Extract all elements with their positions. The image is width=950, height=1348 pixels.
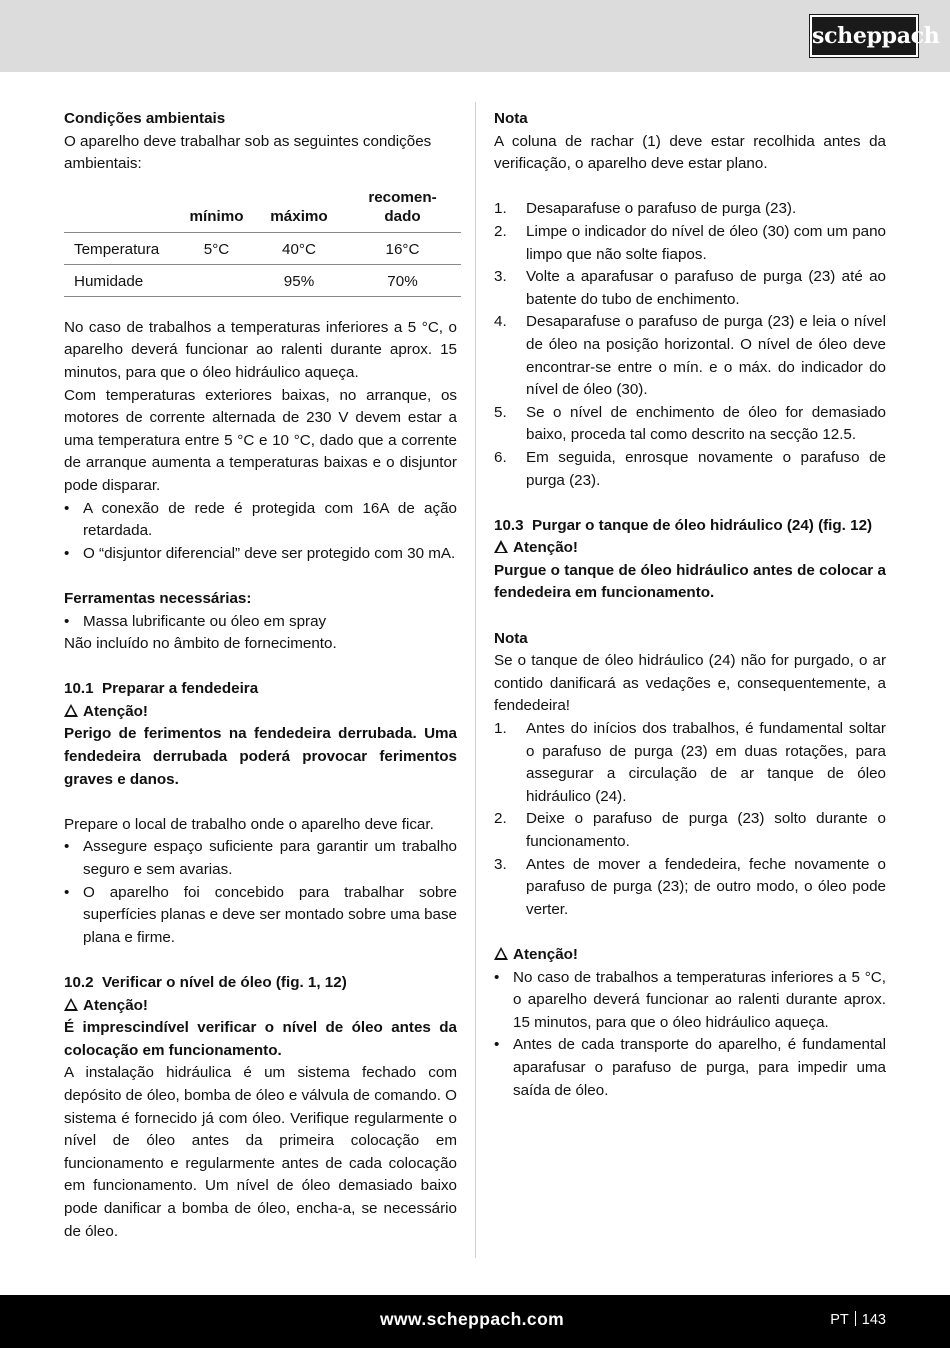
page-header [0, 0, 950, 72]
list-item: 3. Antes de mover a fendedeira, feche novamente o parafuso de purga (23); de outro modo, o óleo pode verter. [494, 855, 886, 918]
conditions-table [64, 184, 461, 297]
list-item: • O “disjuntor diferencial” deve ser protegido com 30 mA. [64, 544, 456, 562]
warning-icon [494, 947, 508, 960]
warning-icon [64, 704, 78, 717]
list-item: • Massa lubrificante ou óleo em spray [64, 612, 327, 630]
table-header-cell: recomen- dado [368, 188, 437, 225]
table-header-row [64, 184, 461, 233]
table-cell: 95% [254, 264, 344, 296]
table-row [64, 232, 461, 264]
table-header-cell: máximo [270, 207, 328, 225]
motor-start-paragraph: Com temperaturas exteriores baixas, no arranque, os motores de corrente alternada de 230 V devem estar a uma temperatura entre 5 °C e 10 °C, dado que a corrente de arranque aumenta a temperaturas baixas e o disjuntor pode disparar. [64, 386, 457, 494]
list-item: • No caso de trabalhos a temperaturas inferiores a 5 °C, o aparelho deverá funcionar ao ralenti durante aprox. 15 minutos, para que o óleo hidráulico aqueça. [494, 968, 886, 1031]
section-10-3-title: 10.3 Purgar o tanque de óleo hidráulico (24) (fig. 12) [494, 516, 873, 534]
table-cell: 5°C [179, 232, 254, 264]
table-cell: 16°C [344, 232, 461, 264]
list-item: • Antes de cada transporte do aparelho, é fundamental aparafusar o parafuso de purga, para impedir uma saída de óleo. [494, 1036, 886, 1099]
warning-icon [64, 998, 78, 1011]
warning-text: É imprescindível verificar o nível de óleo antes da colocação em funcionamento. [64, 1019, 457, 1059]
list-item: • Assegure espaço suficiente para garantir um trabalho seguro e sem avarias. [64, 838, 457, 879]
list-item: 2. Deixe o parafuso de purga (23) solto durante o funcionamento. [494, 810, 886, 850]
ambient-conditions-intro: O aparelho deve trabalhar sob as seguintes condições ambientais: [64, 132, 432, 173]
warning-heading: Atenção! [494, 537, 886, 560]
list-item: • O aparelho foi concebido para trabalhar sobre superfícies planas e deve ser montado sobre uma base plana e firme. [64, 883, 457, 946]
table-row [64, 264, 461, 296]
note-title: Nota [494, 629, 528, 647]
hydraulic-paragraph: A instalação hidráulica é um sistema fechado com depósito de óleo, bomba de óleo e válvula de comando. O sistema é fornecido já com óleo. Verifique regularmente o nível de óleo antes da primeira colocação em funcionamento e regularmente antes de cada colocação em funcionamento. Um nível de óleo demasiado baixo pode danificar a bomba de óleo, encha-a, se necessário de óleo. [64, 1064, 457, 1240]
table-cell: 70% [344, 264, 461, 296]
table-cell: 40°C [254, 232, 344, 264]
warning-text: Perigo de ferimentos na fendedeira derrubada. Uma fendedeira derrubada poderá provocar ferimentos graves e danos. [64, 725, 457, 788]
ambient-conditions-title: Condições ambientais [64, 110, 226, 127]
tools-note: Não incluído no âmbito de fornecimento. [64, 635, 337, 653]
left-column [64, 108, 457, 1243]
section-10-1-title: 10.1 Preparar a fendedeira [64, 680, 259, 698]
table-cell [179, 264, 254, 296]
list-item: 2. Limpe o indicador do nível de óleo (30) com um pano limpo que não solte fiapos. [494, 222, 886, 263]
list-item: 1. Desaparafuse o parafuso de purga (23). [494, 200, 797, 218]
low-temp-paragraph: No caso de trabalhos a temperaturas inferiores a 5 °C, o aparelho deverá funcionar ao ralenti durante aprox. 15 minutos, para que o óleo hidráulico aqueça. [64, 318, 457, 381]
warning-text: Purgue o tanque de óleo hidráulico antes de colocar a fendedeira em funcionamento. [494, 561, 886, 602]
warning-heading: Atenção! [64, 701, 457, 724]
list-item: 1. Antes do inícios dos trabalhos, é fundamental soltar o parafuso de purga (23) em duas rotações, para assegurar a circulação de ar tanque de óleo hidráulico (24). [494, 720, 886, 805]
list-item: • A conexão de rede é protegida com 16A de ação retardada. [64, 499, 457, 540]
warning-heading: Atenção! [64, 995, 457, 1018]
page-footer [0, 1295, 950, 1348]
warning-icon [494, 540, 508, 553]
note-text: Se o tanque de óleo hidráulico (24) não for purgado, o ar contido danificará as vedações e, consequentemente, a fendedeira! [494, 652, 886, 715]
scheppach-logo: scheppach [810, 15, 918, 57]
tools-title: Ferramentas necessárias: [64, 589, 252, 607]
right-column [494, 108, 886, 1102]
website-link[interactable]: www.scheppach.com [380, 1309, 565, 1329]
note-text: A coluna de rachar (1) deve estar recolhida antes da verificação, o aparelho deve estar plano. [494, 132, 886, 173]
table-cell: Temperatura [64, 232, 179, 264]
page-number: PT 143 [830, 1312, 886, 1328]
table-header-cell: mínimo [189, 207, 244, 225]
note-title: Nota [494, 110, 528, 127]
list-item: 6. Em seguida, enrosque novamente o parafuso de purga (23). [494, 448, 886, 489]
table-header-cell [64, 184, 179, 233]
list-item: 3. Volte a aparafusar o parafuso de purga (23) até ao batente do tubo de enchimento. [494, 268, 886, 308]
section-10-2-title: 10.2 Verificar o nível de óleo (fig. 1, 12) [64, 974, 347, 991]
column-divider [475, 102, 476, 1258]
prepare-paragraph: Prepare o local de trabalho onde o aparelho deve ficar. [64, 815, 434, 833]
list-item: 5. Se o nível de enchimento de óleo for demasiado baixo, proceda tal como descrito na secção 12.5. [494, 403, 886, 444]
table-cell: Humidade [64, 264, 179, 296]
list-item: 4. Desaparafuse o parafuso de purga (23) e leia o nível de óleo na posição horizontal. O nível de óleo deve encontrar-se entre o mín. e o máx. do indicador do nível de óleo (30). [494, 313, 886, 399]
warning-heading: Atenção! [494, 944, 886, 967]
